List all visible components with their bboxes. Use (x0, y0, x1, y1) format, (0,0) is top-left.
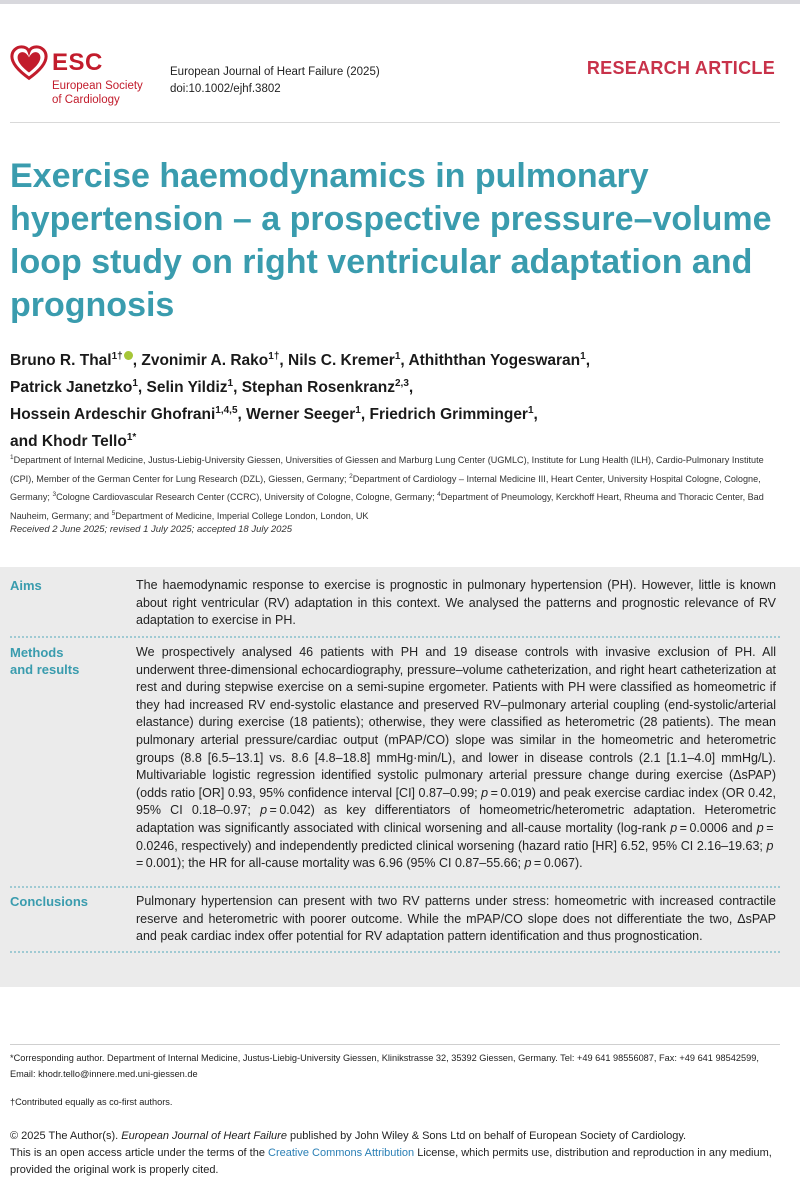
author-name: Bruno R. Thal (10, 352, 112, 370)
affiliation-text: Department of Pneumology, Kerckhoff Heart, Rheuma and Thoracic Center, Bad Nauheim, Germany; and (10, 492, 764, 521)
corresponding-author: *Corresponding author. Department of Internal Medicine, Justus-Liebig-University Giessen, Klinikstrasse 32, 35392 Giessen, Germany. Tel: +49 641 98556087, Fax: +49 641 98542599, Email: khodr.tello@innere.med.uni-giessen.de (10, 1053, 759, 1079)
affiliation-marker: 1 (10, 454, 14, 461)
logo-text: ESC (52, 49, 103, 76)
author-name: Patrick Janetzko (10, 379, 133, 397)
esc-logo (10, 45, 160, 110)
copyright-notice (10, 1128, 780, 1179)
author-affiliation-marker: 2,3 (395, 378, 409, 390)
author-name: Hossein Ardeschir Ghofrani (10, 406, 216, 424)
author-affiliation-marker: 1 (132, 378, 138, 390)
affiliation-text: Department of Medicine, Imperial College London, London, UK (115, 510, 369, 521)
logo-subtitle: European Society of Cardiology (52, 80, 143, 106)
author-affiliation-marker: 1* (126, 432, 137, 444)
author-name: Khodr Tello (41, 433, 127, 451)
journal-name: European Journal of Heart Failure (2025) (170, 66, 380, 78)
methods-label: Methods and results (10, 645, 80, 677)
conclusions-text: Pulmonary hypertension can present with two RV patterns under stress: homeometric with increased contractile reserve and heterometric with poorer outcome. While the mPAP/CO slope does not differentiate the two, ΔsPAP and peak cardiac index offer potential for RV adaptation pattern identification and thus prognostication. (136, 894, 776, 944)
author-affiliation-marker: 1 (227, 378, 234, 390)
header-divider (10, 122, 780, 123)
affiliation-text: Cologne Cardiovascular Research Center (CCRC), University of Cologne, Cologne, Germany; (56, 492, 438, 503)
author-name: Stephan Rosenkranz (241, 379, 395, 397)
abstract-separator (10, 886, 780, 888)
license-link[interactable]: Creative Commons Attribution (268, 1147, 415, 1159)
author-name: Zvonimir A. Rako (141, 352, 269, 370)
affiliation-marker: 3 (52, 491, 57, 499)
heart-icon (10, 45, 48, 83)
journal-info (170, 64, 380, 98)
license-prefix: This is an open access article under the terms of the (10, 1147, 269, 1159)
methods-text: We prospectively analysed 46 patients with PH and 19 disease controls with invasive exclusion of PH. All underwent three-dimensional echocardiography, pressure–volume catheterization, and right heart catheterization at rest and during stepwise exercise on a semi-supine ergometer. Patients with PH were classified as homeometric if they had increased RV end-systolic elastance and preserved RV–pulmonary arterial coupling (end-systolic/arterial elastance) during exercise (18 patients); otherwise, they were classified as heterometric (28 patients). The mean pulmonary arterial pressure/cardiac output (mPAP/CO) slope was similar in the homeometric and heterometric groups (8.8 [6.5–13.1] vs. 8.6 [4.8–18.8] mmHg·min/L), and lower in disease controls (2.1 [1.1–4.0] mmHg/L). Multivariable logistic regression identified systolic pulmonary arterial pressure change during exercise (ΔsPAP) (odds ratio [OR] 0.93, 95% confidence interval [CI] 0.87–0.99; p = 0.019) and peak exercise cardiac index (OR 0.42, 95% CI 0.18–0.97; p = 0.042) as key differentiators of homeometric/heterometric adaptation. Heterometric adaptation was significantly associated with clinical worsening and all-cause mortality (log-rank p = 0.0006 and p = 0.0246, respectively) and independently predicted clinical worsening (hazard ratio [HR] 6.52, 95% CI 2.16–19.63; p = 0.001); the HR for all-cause mortality was 6.96 (95% CI 0.87–55.66; p = 0.067). (136, 645, 776, 871)
author-name: Werner Seeger (246, 406, 356, 424)
author-affiliation-marker: 1 (355, 405, 361, 417)
author-name: Friedrich Grimminger (369, 406, 528, 424)
footnote-divider (10, 1044, 780, 1045)
abstract-separator (10, 636, 780, 638)
doi-link[interactable]: doi:10.1002/ejhf.3802 (170, 83, 281, 95)
copyright-middle: published by John Wiley & Sons Ltd on behalf of European Society of Cardiology. (286, 1130, 687, 1142)
author-affiliation-marker: 1† (111, 351, 123, 362)
structured-abstract (0, 567, 800, 987)
affiliations (10, 450, 785, 524)
author-affiliation-marker: 1 (527, 405, 534, 417)
author-affiliation-marker: 1 (394, 351, 401, 362)
orcid-icon[interactable] (124, 351, 133, 360)
article-type: RESEARCH ARTICLE (586, 58, 775, 78)
affiliation-text: Department of Internal Medicine, Justus-Liebig-University Giessen, Universities of Giessen and Marburg Lung Center (UGMLC), Institute for Lung Health (ILH), Cardio-Pulmonary Institute (CPI), Member of the German Center for Lung Research (DZL), Giessen, Germany; (10, 455, 764, 484)
author-name: Athiththan Yogeswaran (408, 352, 581, 370)
aims-text: The haemodynamic response to exercise is prognostic in pulmonary hypertension (PH). However, little is known about right ventricular (RV) adaptation in this context. We analysed the patterns and prognostic relevance of RV adaptation to exercise in PH. (136, 578, 776, 628)
received-dates: Received 2 June 2025; revised 1 July 2025; accepted 18 July 2025 (10, 524, 293, 535)
copyright-prefix: © 2025 The Author(s). (10, 1130, 122, 1142)
author-name: Selin Yildiz (146, 379, 228, 397)
conclusions-label: Conclusions (10, 894, 89, 909)
author-name: Nils C. Kremer (288, 352, 395, 370)
author-list: Bruno R. Thal$^{1\dagger}$ , Zvonimir A. Rako$^{1\dagger}$, Nils C. Kremer$^1$, Athiththan Yogeswaran$^1$, Patrick Janetzko$^1$, Selin Yildiz$^1$, Stephan Rosenkranz$^{2,3}$, Hossein Ardeschir Ghofrani$^{1,4,5}$, Werner Seeger$^1$, Friedrich Grimminger$^1$, and Khodr Tello$^{1*}$ (10, 351, 590, 451)
top-bar (0, 0, 800, 4)
affiliation-marker: 4 (437, 491, 441, 499)
article-title: Exercise haemodynamics in pulmonary hypertension – a prospective pressure–volume loop study on right ventricular adaptation and prognosis (10, 157, 772, 324)
license-suffix: License, which permits use, distribution and reproduction in any medium, provided the original work is properly cited. (10, 1147, 772, 1176)
copyright-journal: European Journal of Heart Failure (121, 1130, 287, 1142)
aims-label: Aims (10, 578, 42, 593)
abstract-separator (10, 951, 780, 953)
author-affiliation-marker: 1† (268, 351, 280, 362)
author-affiliation-marker: 1,4,5 (215, 405, 238, 417)
affiliation-marker: 2 (349, 472, 353, 480)
author-affiliation-marker: 1 (580, 351, 586, 362)
affiliation-marker: 5 (111, 509, 116, 517)
equal-contribution-note: †Contributed equally as co-first authors. (10, 1097, 173, 1107)
affiliation-text: Department of Cardiology – Internal Medicine III, Heart Center, University Hospital Cologne, Cologne, Germany; (10, 473, 761, 503)
